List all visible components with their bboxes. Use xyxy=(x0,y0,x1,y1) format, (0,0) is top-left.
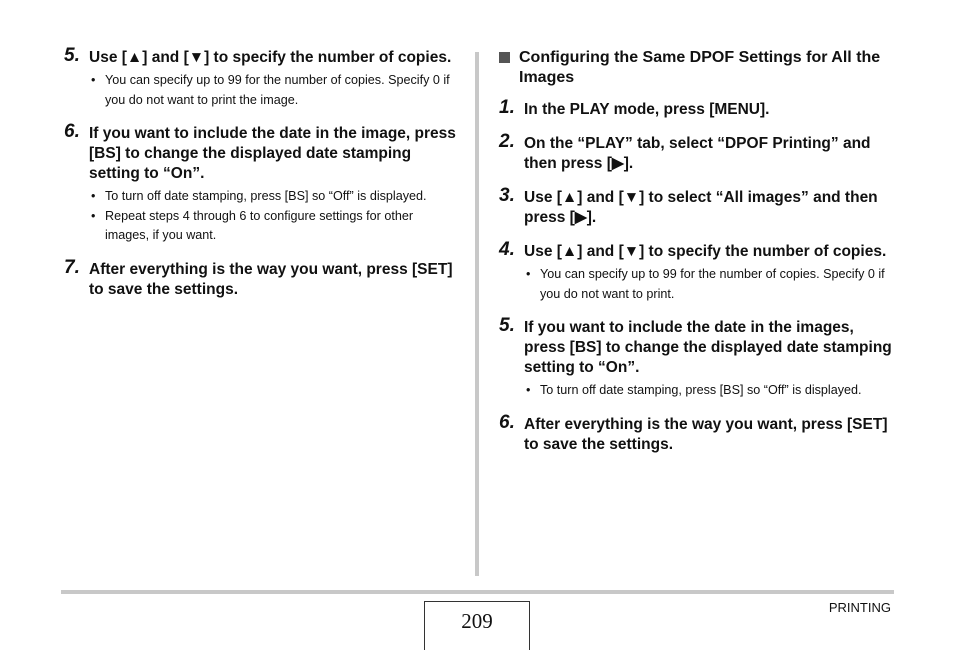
bullet-list xyxy=(89,187,460,246)
bullet-item: • You can specify up to 99 for the number of copies. Specify 0 if you do not want to print. xyxy=(524,265,895,304)
step-number: 3. xyxy=(499,185,515,206)
step-text: After everything is the way you want, press [SET] to save the settings. xyxy=(89,260,453,298)
step-number: 7. xyxy=(64,256,80,278)
bullet-item: • To turn off date stamping, press [BS] so “Off” is displayed. xyxy=(89,187,460,207)
step-item xyxy=(60,256,460,300)
step-item xyxy=(495,185,895,228)
step-item xyxy=(60,45,460,110)
step-text: Use [▲] and [▼] to specify the number of copies. xyxy=(524,243,887,260)
step-text: If you want to include the date in the images, press [BS] to change the displayed date stamping setting to “On”. xyxy=(524,319,892,376)
step-text: In the PLAY mode, press [MENU]. xyxy=(524,101,770,118)
step-item xyxy=(495,97,895,120)
step-text: Use [▲] and [▼] to select “All images” and then press [▶]. xyxy=(524,189,878,226)
step-item xyxy=(495,411,895,455)
step-number: 5. xyxy=(64,45,80,66)
left-column xyxy=(60,45,460,314)
square-bullet-icon xyxy=(499,52,510,63)
right-column xyxy=(495,48,895,469)
column-divider xyxy=(475,52,479,576)
footer-rule xyxy=(61,590,894,594)
bullet-list xyxy=(89,71,460,110)
page-number-box xyxy=(424,601,530,650)
step-number: 6. xyxy=(499,411,515,433)
page-number: 209 xyxy=(461,609,493,633)
step-item xyxy=(495,131,895,174)
step-text: Use [▲] and [▼] to specify the number of copies. xyxy=(89,49,452,66)
step-item xyxy=(60,121,460,246)
step-number: 4. xyxy=(499,239,515,260)
step-number: 5. xyxy=(499,315,515,336)
right-steps xyxy=(495,97,895,455)
section-label: PRINTING xyxy=(828,600,891,615)
step-text: After everything is the way you want, press [SET] to save the settings. xyxy=(524,415,888,453)
step-number: 2. xyxy=(499,131,515,152)
step-number: 1. xyxy=(499,97,515,118)
step-item xyxy=(495,315,895,401)
step-text: On the “PLAY” tab, select “DPOF Printing” and then press [▶]. xyxy=(524,135,871,172)
section-heading xyxy=(495,48,895,88)
bullet-item: • To turn off date stamping, press [BS] so “Off” is displayed. xyxy=(524,381,895,401)
step-item xyxy=(495,239,895,304)
bullet-list xyxy=(524,265,895,304)
bullet-list xyxy=(524,381,895,401)
step-text: If you want to include the date in the image, press [BS] to change the displayed date stamping setting to “On”. xyxy=(89,125,456,182)
bullet-item: • Repeat steps 4 through 6 to configure settings for other images, if you want. xyxy=(89,207,460,246)
bullet-item: • You can specify up to 99 for the number of copies. Specify 0 if you do not want to print the image. xyxy=(89,71,460,110)
step-number: 6. xyxy=(64,121,80,142)
section-title: Configuring the Same DPOF Settings for All the Images xyxy=(519,49,881,86)
